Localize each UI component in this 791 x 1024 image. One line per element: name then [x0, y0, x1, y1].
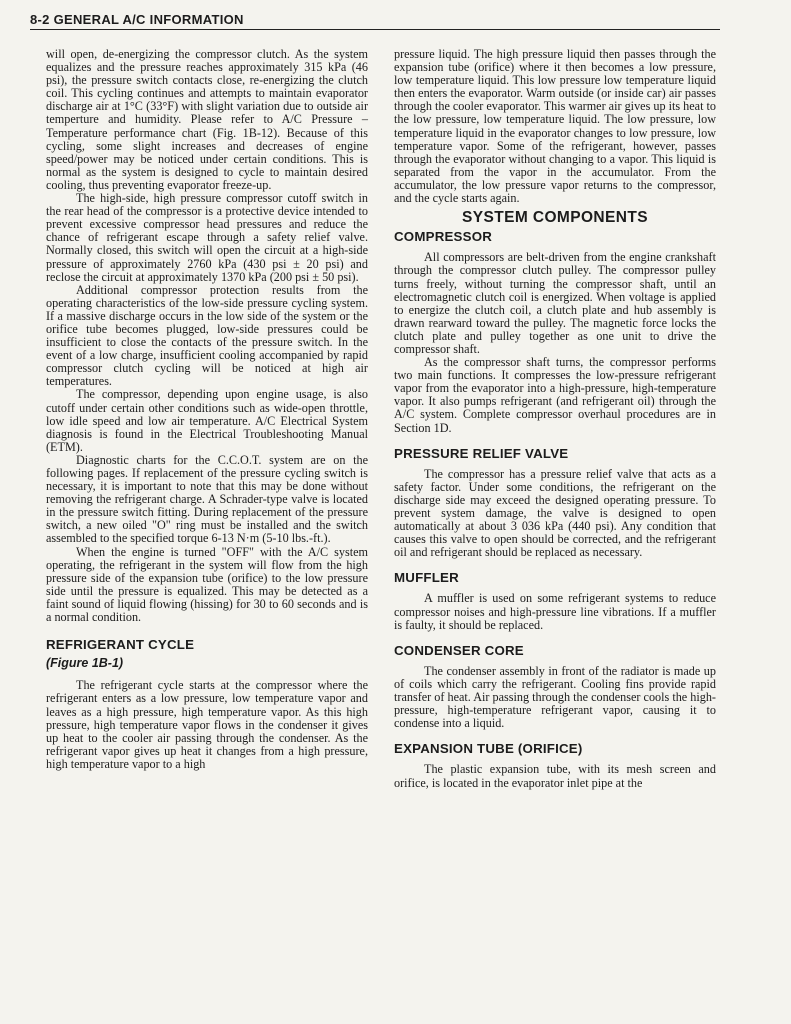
- paragraph: The refrigerant cycle starts at the compressor where the refrigerant enters as a low pressure, low temperature vapor and leaves as a high pressure, high temperature vapor. As this high pressure, high temperature vapor flows in the condenser it gives up heat to the cooler air passing through the condenser. As the refrigerant vapor gives up heat it changes from a high pressure, high temperature vapor to a high: [46, 678, 368, 771]
- paragraph: Additional compressor protection results from the operating characteristics of the low-side pressure cycling system. If a massive discharge occurs in the low side of the system or the orifice tube becomes plugged, low-side pressures could be insufficient to close the contacts of the pressure switch. In the event of a low charge, insufficient cooling accompanied by rapid compressor clutch cycling will be noticed at high air temperatures.: [46, 282, 368, 389]
- paragraph: A muffler is used on some refrigerant systems to reduce compressor noises and high-pressure line vibrations. If a muffler is faulty, it should be replaced.: [394, 591, 716, 632]
- left-column: [46, 48, 368, 771]
- paragraph: The high-side, high pressure compressor cutoff switch in the rear head of the compressor is a protective device intended to prevent excessive compressor head pressures and reduce the chance of refrigerant escape through a safety relief valve. Normally closed, this switch will open the circuit at a high-side pressure of approximately 2760 kPa (430 psi ± 20 psi) and reclose the circuit at approximately 1370 kPa (200 psi ± 50 psi).: [46, 191, 368, 284]
- paragraph: pressure liquid. The high pressure liquid then passes through the expansion tube (orifice) where it then becomes a low pressure, low temperature liquid. This low pressure low temperature liquid then enters the evaporator. Warm outside (or inside car) air passes through the cooler evaporator. This warmer air gives up its heat to the low pressure, low temperature liquid. The low pressure, low temperature liquid in the evaporator changes to low pressure, low temperature vapor. Some of the refrigerant, however, passes through the evaporator without changing to a vapor. This liquid is separated from the vapor in the accumulator. From the accumulator, the low pressure vapor returns to the compressor, and the cycle starts again.: [394, 47, 716, 206]
- paragraph: The compressor has a pressure relief valve that acts as a safety factor. Under some conditions, the refrigerant on the discharge side may exceed the designed operating pressure. To prevent system damage, the valve is designed to open automatically at about 3 036 kPa (440 psi). Any condition that causes this valve to open should be corrected, and the refrigerant oil and refrigerant should be replaced as necessary.: [394, 466, 716, 560]
- paragraph: As the compressor shaft turns, the compressor performs two main functions. It compresses the low-pressure refrigerant vapor from the evaporator into a high-pressure, high-temperature vapor. It also pumps refrigerant (and refrigerant oil) through the A/C system. Complete compressor overhaul procedures are in Section 1D.: [394, 355, 716, 435]
- right-column: [394, 48, 716, 790]
- paragraph: When the engine is turned "OFF" with the A/C system operating, the refrigerant in the system will flow from the high pressure side of the expansion tube (orifice) to the low pressure side until the pressure is equalized. This may be detected as a faint sound of liquid flowing (hissing) for 30 to 60 seconds and is a normal condition.: [46, 544, 368, 625]
- figure-reference: (Figure 1B-1): [46, 656, 124, 671]
- compressor-heading: COMPRESSOR: [394, 229, 493, 245]
- paragraph: The plastic expansion tube, with its mesh screen and orifice, is located in the evaporator inlet pipe at the: [394, 762, 716, 790]
- refrigerant-cycle-heading: REFRIGERANT CYCLE: [46, 637, 195, 653]
- paragraph: The condenser assembly in front of the radiator is made up of coils which carry the refrigerant. Cooling fins provide rapid transfer of heat. Air passing through the condenser cools the high-pressure, high-temperature refrigerant vapor, causing it to condense into a liquid.: [394, 663, 716, 731]
- expansion-tube-heading: EXPANSION TUBE (ORIFICE): [394, 741, 583, 757]
- paragraph: will open, de-energizing the compressor clutch. As the system equalizes and the pressure reaches approximately 315 kPa (46 psi), the pressure switch contacts close, re-energizing the clutch coil. This cycling continues and attempts to maintain evaporator discharge air at 1°C (33°F) with slight variation due to outside air temperture and humidity. Please refer to A/C Pressure – Temperature performance chart (Fig. 1B-12). Because of this cycling, some slight increases and decreases of engine speed/power may be noticed under certain conditions. This is normal as the system is designed to cycle to maintain desired cooling, thus preventing evaporator freeze-up.: [46, 47, 368, 192]
- page-header: 8-2 GENERAL A/C INFORMATION: [30, 12, 720, 30]
- system-components-heading: SYSTEM COMPONENTS: [462, 209, 648, 227]
- paragraph: Diagnostic charts for the C.C.O.T. system are on the following pages. If replacement of the pressure cycling switch is necessary, it is important to note that this may be done without removing the refrigerant charge. A Schrader-type valve is located in the pressure switch fitting. During replacement of the pressure switch, a new oiled "O" ring must be installed and the switch assembled to the specified torque 6-13 N·m (5-10 lbs.-ft.).: [46, 452, 368, 546]
- paragraph: The compressor, depending upon engine usage, is also cutoff under certain other conditions such as wide-open throttle, low idle speed and low air temperature. A/C Electrical System diagnosis is found in the Electrical Troubleshooting Manual (ETM).: [46, 387, 368, 454]
- condenser-core-heading: CONDENSER CORE: [394, 642, 524, 658]
- pressure-relief-valve-heading: PRESSURE RELIEF VALVE: [394, 445, 569, 461]
- muffler-heading: MUFFLER: [394, 570, 459, 586]
- paragraph: All compressors are belt-driven from the engine crankshaft through the compressor clutch pulley. The compressor pulley turns freely, without turning the compressor shaft, until an electromagnetic clutch coil is energized. When voltage is applied to energize the clutch coil, a clutch plate and hub assembly is drawn rearward toward the pulley. The magnetic force locks the clutch plate and pulley together as one unit to drive the compressor shaft.: [394, 250, 716, 356]
